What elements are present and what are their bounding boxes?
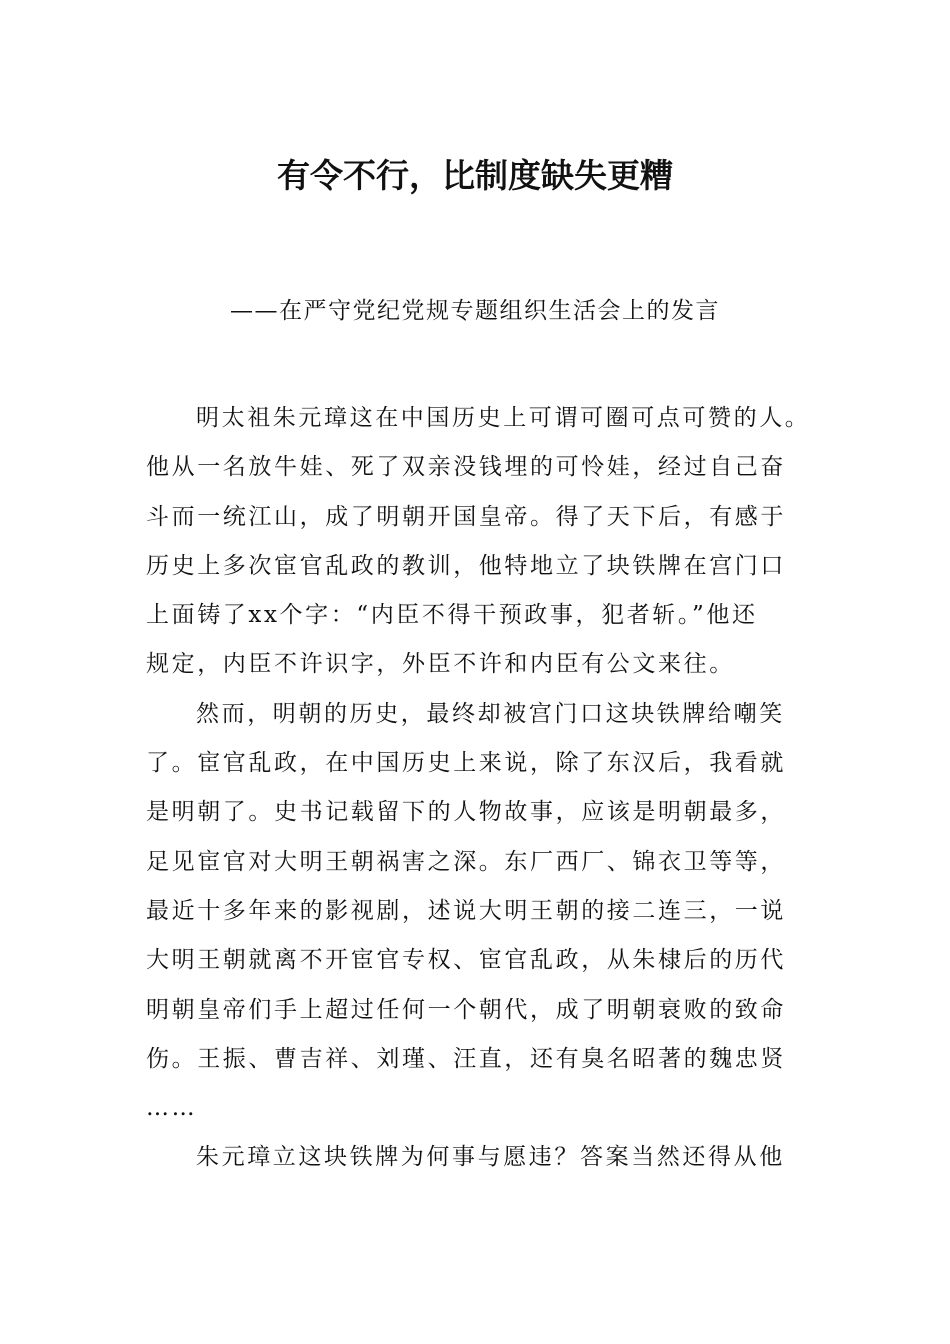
- paragraph-line: 最近十多年来的影视剧，述说大明王朝的接二连三，一说: [146, 897, 786, 924]
- paragraph-line: 是明朝了。史书记载留下的人物故事，应该是明朝最多，: [146, 799, 786, 826]
- paragraph-line: 足见宦官对大明王朝祸害之深。东厂西厂、锦衣卫等等，: [146, 848, 786, 875]
- paragraph-line: 上面铸了xx个字：“内臣不得干预政事，犯者斩。”他还: [146, 602, 758, 629]
- paragraph-line: 大明王朝就离不开宦官专权、宦官乱政，从朱棣后的历代: [146, 947, 786, 974]
- paragraph-line: 明太祖朱元璋这在中国历史上可谓可圈可点可赞的人。: [196, 405, 811, 431]
- paragraph-line: 朱元璋立这块铁牌为何事与愿违？答案当然还得从他: [196, 1144, 785, 1171]
- paragraph-line: 明朝皇帝们手上超过任何一个朝代，成了明朝衰败的致命: [146, 996, 786, 1023]
- paragraph-line: ……: [146, 1095, 198, 1122]
- paragraph-line: 规定，内臣不许识字，外臣不许和内臣有公文来往。: [146, 651, 735, 678]
- paragraph-line: 伤。王振、曹吉祥、刘瑾、汪直，还有臭名昭著的魏忠贤: [146, 1045, 786, 1072]
- paragraph-line: 然而，明朝的历史，最终却被宫门口这块铁牌给嘲笑: [196, 700, 785, 727]
- document-body: [146, 394, 826, 1183]
- paragraph-line: 了。宦官乱政，在中国历史上来说，除了东汉后，我看就: [146, 750, 786, 777]
- paragraph-line: 历史上多次宦官乱政的教训，他特地立了块铁牌在宫门口: [146, 552, 786, 579]
- paragraph-line: 斗而一统江山，成了明朝开国皇帝。得了天下后，有感于: [146, 503, 786, 530]
- document-title: 有令不行，比制度缺失更糟: [277, 156, 673, 195]
- paragraph-line: 他从一名放牛娃、死了双亲没钱埋的可怜娃，经过自己奋: [146, 454, 786, 481]
- document-subtitle: ——在严守党纪党规专题组织生活会上的发言: [230, 298, 720, 324]
